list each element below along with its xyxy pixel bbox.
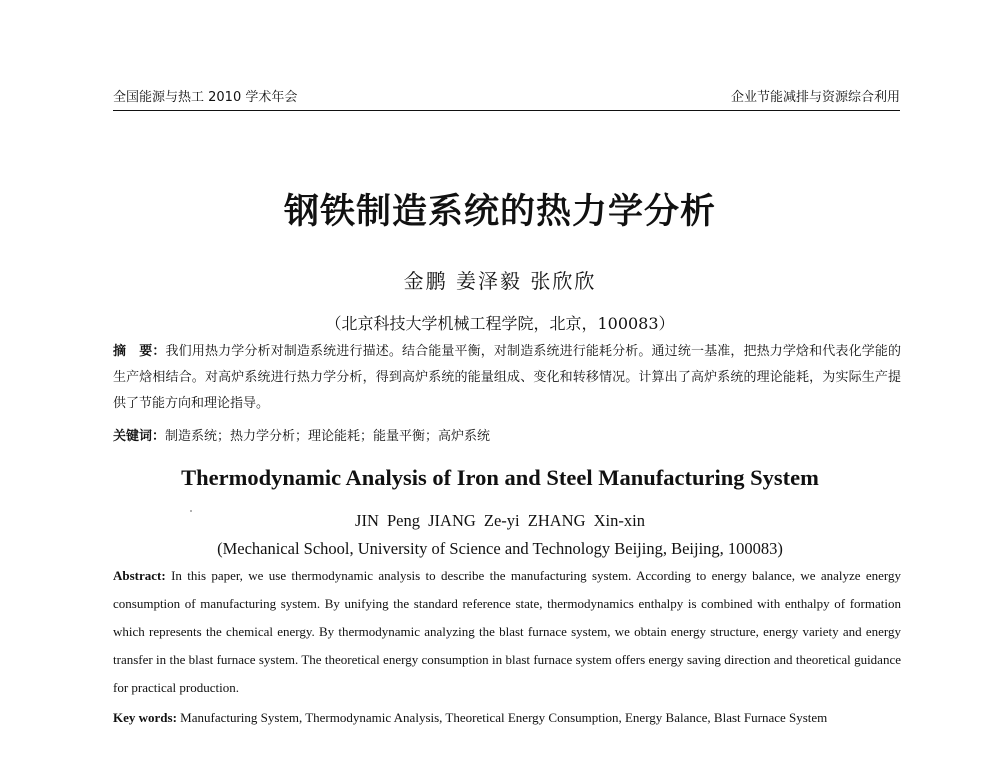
header-conference-name: 全国能源与热工 2010 学术年会 [113, 90, 298, 105]
paper-title-chinese: 钢铁制造系统的热力学分析 [283, 191, 716, 232]
abstract-chinese-label: 摘 要： [113, 344, 166, 359]
abstract-english-text: In this paper, we use thermodynamic analysis to describe the manufacturing system. According to energy balance, we analyze energy consumption of manufacturing system. By unifying the standard reference state, thermodynamics enthalpy is combined with enthalpy of formation which represents the chemical energy. By thermodynamic analyzing the blast furnace system, we obtain energy structure, energy variety and energy transfer in the blast furnace system. The theoretical energy consumption in blast furnace system offers energy saving direction and theoretical guidance for practical production. [113, 568, 902, 695]
authors-english: JIN Peng JIANG Ze-yi ZHANG Xin-xin [355, 511, 645, 530]
paper-title-english: Thermodynamic Analysis of Iron and Steel Manufacturing System [181, 465, 819, 490]
keywords-chinese-text: 制造系统；热力学分析；理论能耗；能量平衡；高炉系统 [165, 429, 491, 444]
affiliation-chinese: （北京科技大学机械工程学院，北京，100083） [325, 314, 675, 333]
abstract-chinese [113, 339, 901, 417]
keywords-chinese-label: 关键词： [113, 429, 166, 444]
running-header [113, 88, 900, 111]
keywords-chinese [113, 426, 901, 448]
keywords-english-label: Key words: [113, 710, 177, 725]
affiliation-english: (Mechanical School, University of Science and Technology Beijing, Beijing, 100083) [217, 539, 783, 558]
abstract-chinese-text: 我们用热力学分析对制造系统进行描述。结合能量平衡，对制造系统进行能耗分析。通过统一基准，把热力学焓和代表化学能的生产焓相结合。对高炉系统进行热力学分析，得到高炉系统的能量组成、变化和转移情况。计算出了高炉系统的理论能耗，为实际生产提供了节能方向和理论指导。 [113, 344, 901, 411]
abstract-english [113, 562, 901, 702]
keywords-english-text: Manufacturing System, Thermodynamic Analysis, Theoretical Energy Consumption, Energy Balance, Blast Furnace System [180, 710, 828, 725]
header-section-name: 企业节能减排与资源综合利用 [730, 90, 900, 105]
keywords-english [113, 704, 901, 732]
abstract-english-label: Abstract: [113, 568, 166, 583]
authors-chinese: 金鹏 姜泽毅 张欣欣 [403, 269, 597, 293]
